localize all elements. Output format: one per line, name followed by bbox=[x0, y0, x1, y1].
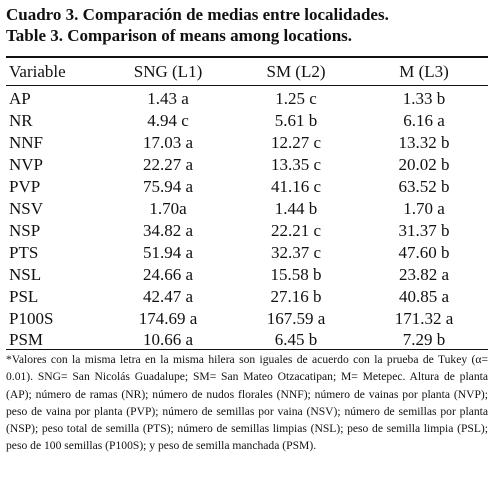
cell-sng: 34.82 a bbox=[142, 221, 194, 240]
cell-variable: AP bbox=[9, 89, 31, 108]
cell-sng: 10.66 a bbox=[104, 330, 232, 350]
column-header-sng: SNG (L1) bbox=[104, 58, 232, 86]
cell-sm: 5.61 b bbox=[274, 111, 318, 130]
table-row bbox=[6, 110, 488, 132]
cell-sm: 12.27 c bbox=[270, 133, 322, 152]
cell-m: 7.29 b bbox=[360, 330, 488, 350]
cell-sng: 22.27 a bbox=[142, 155, 194, 174]
cell-m: 13.32 b bbox=[398, 133, 450, 152]
cell-variable: PSL bbox=[9, 287, 39, 306]
cell-sm: 27.16 b bbox=[270, 287, 322, 306]
cell-sng: 51.94 a bbox=[142, 243, 194, 262]
cell-variable: NNF bbox=[9, 133, 44, 152]
table-row bbox=[6, 220, 488, 242]
table-title-spanish: Cuadro 3. Comparación de medias entre localidades. bbox=[6, 5, 389, 24]
cell-m: 1.70 a bbox=[403, 199, 445, 218]
cell-m: 6.16 a bbox=[403, 111, 445, 130]
cell-m: 47.60 b bbox=[398, 243, 450, 262]
cell-m: 63.52 b bbox=[398, 177, 450, 196]
cell-variable: NVP bbox=[9, 155, 44, 174]
cell-variable: NSL bbox=[9, 265, 42, 284]
table-row bbox=[6, 330, 488, 350]
cell-sm: 13.35 c bbox=[270, 155, 322, 174]
cell-variable: PSM bbox=[6, 330, 104, 350]
cell-sng: 1.70a bbox=[149, 199, 187, 218]
cell-sng: 24.66 a bbox=[142, 265, 194, 284]
cell-sm: 6.45 b bbox=[232, 330, 360, 350]
table-body bbox=[6, 86, 488, 350]
cell-sm: 41.16 c bbox=[270, 177, 322, 196]
cell-m: 171.32 a bbox=[394, 309, 454, 328]
table-title-english: Table 3. Comparison of means among locations. bbox=[6, 26, 353, 45]
cell-m: 1.33 b bbox=[402, 89, 446, 108]
table-row bbox=[6, 242, 488, 264]
cell-sng: 17.03 a bbox=[142, 133, 194, 152]
cell-m: 31.37 b bbox=[398, 221, 450, 240]
cell-m: 40.85 a bbox=[398, 287, 450, 306]
column-header-m: M (L3) bbox=[360, 58, 488, 86]
cell-sm: 1.25 c bbox=[275, 89, 317, 108]
comparison-table bbox=[6, 58, 488, 350]
table-row bbox=[6, 132, 488, 154]
table-footnote: *Valores con la misma letra en la misma hilera son iguales de acuerdo con la prueba de Tukey (α= 0.01). SNG= San Nicolás Guadalupe; SM= San Mateo Otzacatipan; M= Metepec. Altura de planta (AP); número de ramas (NR); número de nudos florales (NNF); número de vainas por planta (NVP); peso de vaina por planta (PVP); número de semillas por vaina (NSV); número de semillas por planta (NSP); peso total de semilla (PTS); número de semillas limpias (NSL); peso de semilla limpia (PSL); peso de 100 semillas (P100S); y peso de semilla manchada (PSM). bbox=[6, 353, 488, 453]
column-header-sm: SM (L2) bbox=[232, 58, 360, 86]
cell-sng: 174.69 a bbox=[138, 309, 198, 328]
cell-sng: 1.43 a bbox=[147, 89, 189, 108]
cell-sm: 15.58 b bbox=[270, 265, 322, 284]
table-row bbox=[6, 264, 488, 286]
table-row bbox=[6, 154, 488, 176]
cell-sng: 4.94 c bbox=[147, 111, 189, 130]
cell-sm: 167.59 a bbox=[266, 309, 326, 328]
cell-m: 23.82 a bbox=[398, 265, 450, 284]
cell-sng: 75.94 a bbox=[142, 177, 194, 196]
cell-variable: P100S bbox=[9, 309, 54, 328]
column-header-variable: Variable bbox=[6, 58, 104, 86]
cell-variable: PTS bbox=[9, 243, 39, 262]
cell-variable: NSV bbox=[9, 199, 44, 218]
cell-sng: 42.47 a bbox=[142, 287, 194, 306]
cell-sm: 32.37 c bbox=[270, 243, 322, 262]
cell-variable: NR bbox=[9, 111, 33, 130]
table-row bbox=[6, 86, 488, 111]
table-row bbox=[6, 176, 488, 198]
table-header-row bbox=[6, 58, 488, 86]
cell-sm: 22.21 c bbox=[270, 221, 322, 240]
table-row bbox=[6, 286, 488, 308]
table-row bbox=[6, 308, 488, 330]
cell-sm: 1.44 b bbox=[274, 199, 318, 218]
cell-variable: NSP bbox=[9, 221, 41, 240]
cell-variable: PVP bbox=[9, 177, 41, 196]
cell-m: 20.02 b bbox=[398, 155, 450, 174]
table-row bbox=[6, 198, 488, 220]
